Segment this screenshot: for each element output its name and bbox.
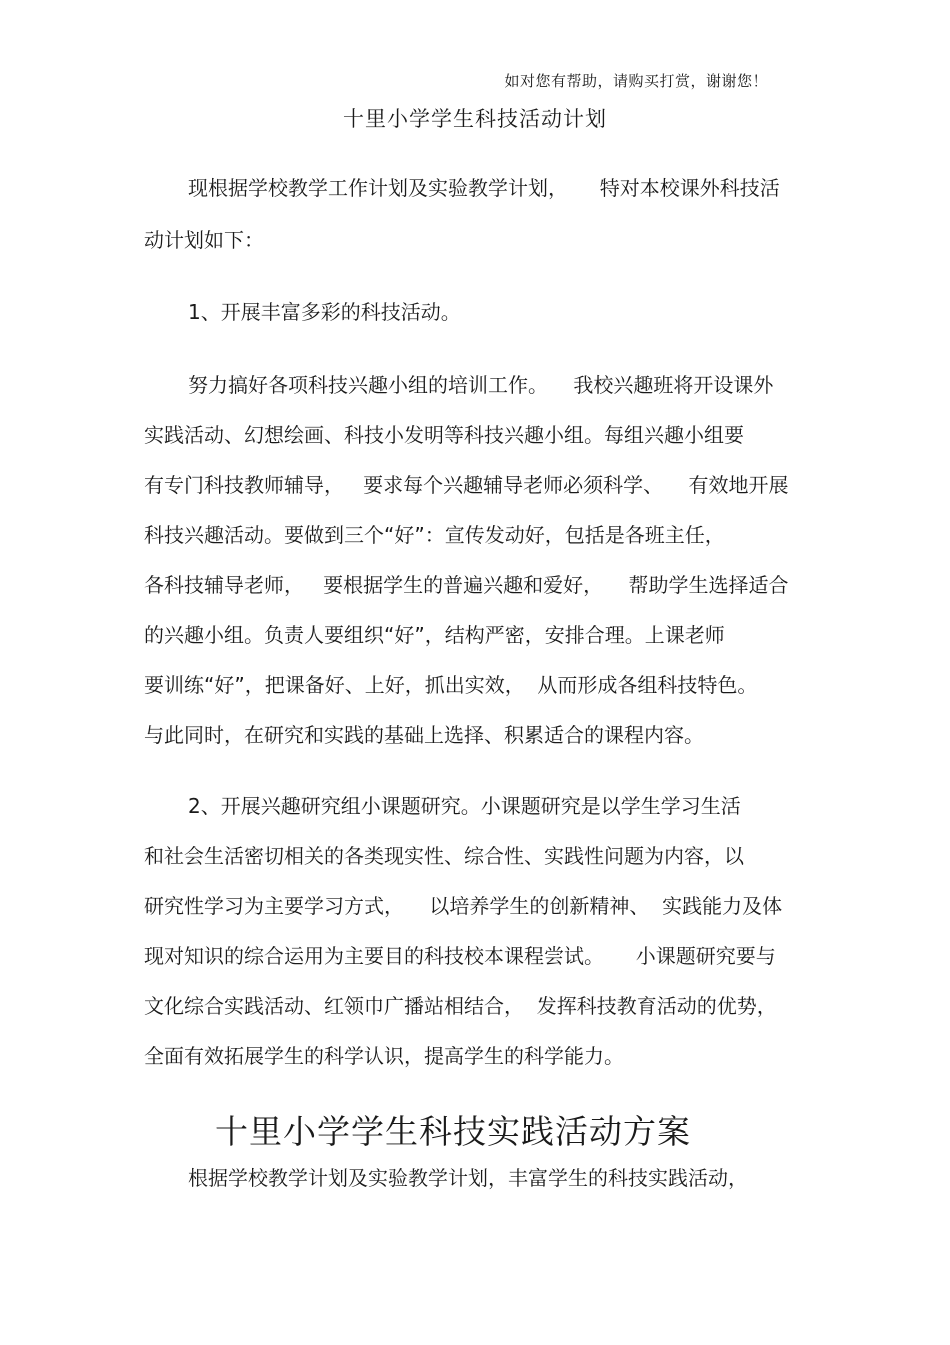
paragraph-2-line: 文化综合实践活动、红领巾广播站相结合， 发挥科技教育活动的优势， bbox=[144, 994, 777, 1018]
intro-line-2: 动计划如下： bbox=[144, 228, 264, 252]
paragraph-2-line: 现对知识的综合运用为主要目的科技校本课程尝试。 小课题研究要与 bbox=[144, 944, 776, 968]
paragraph-2-line: 研究性学习为主要学习方式， 以培养学生的创新精神、 实践能力及体 bbox=[144, 894, 783, 918]
intro-line-1: 现根据学校教学工作计划及实验教学计划， 特对本校课外科技活 bbox=[188, 176, 780, 200]
header-note: 如对您有帮助，请购买打赏，谢谢您！ bbox=[504, 72, 768, 90]
paragraph-2-line: 2、开展兴趣研究组小课题研究。小课题研究是以学生学习生活 bbox=[188, 794, 741, 818]
plan-title: 十里小学学生科技实践活动方案 bbox=[215, 1112, 691, 1151]
paragraph-1-line: 实践活动、幻想绘画、科技小发明等科技兴趣小组。每组兴趣小组要 bbox=[144, 423, 744, 447]
paragraph-1-line: 科技兴趣活动。要做到三个“好”：宣传发动好，包括是各班主任， bbox=[144, 523, 725, 547]
paragraph-1-line: 要训练“好”，把课备好、上好，抓出实效， 从而形成各组科技特色。 bbox=[144, 673, 758, 697]
paragraph-2-line: 和社会生活密切相关的各类现实性、综合性、实践性问题为内容，以 bbox=[144, 844, 744, 868]
document-title: 十里小学学生科技活动计划 bbox=[343, 107, 607, 131]
plan-intro: 根据学校教学计划及实验教学计划，丰富学生的科技实践活动， bbox=[188, 1166, 748, 1190]
paragraph-1-line: 的兴趣小组。负责人要组织“好”，结构严密，安排合理。上课老师 bbox=[144, 623, 725, 647]
paragraph-1-line: 各科技辅导老师， 要根据学生的普遍兴趣和爱好， 帮助学生选择适合 bbox=[144, 573, 789, 597]
paragraph-1-line: 努力搞好各项科技兴趣小组的培训工作。 我校兴趣班将开设课外 bbox=[188, 373, 774, 397]
item1-heading: 1、开展丰富多彩的科技活动。 bbox=[188, 300, 461, 324]
paragraph-1-line: 有专门科技教师辅导， 要求每个兴趣辅导老师必须科学、 有效地开展 bbox=[144, 473, 789, 497]
paragraph-1-line: 与此同时，在研究和实践的基础上选择、积累适合的课程内容。 bbox=[144, 723, 704, 747]
paragraph-2-line: 全面有效拓展学生的科学认识，提高学生的科学能力。 bbox=[144, 1044, 624, 1068]
